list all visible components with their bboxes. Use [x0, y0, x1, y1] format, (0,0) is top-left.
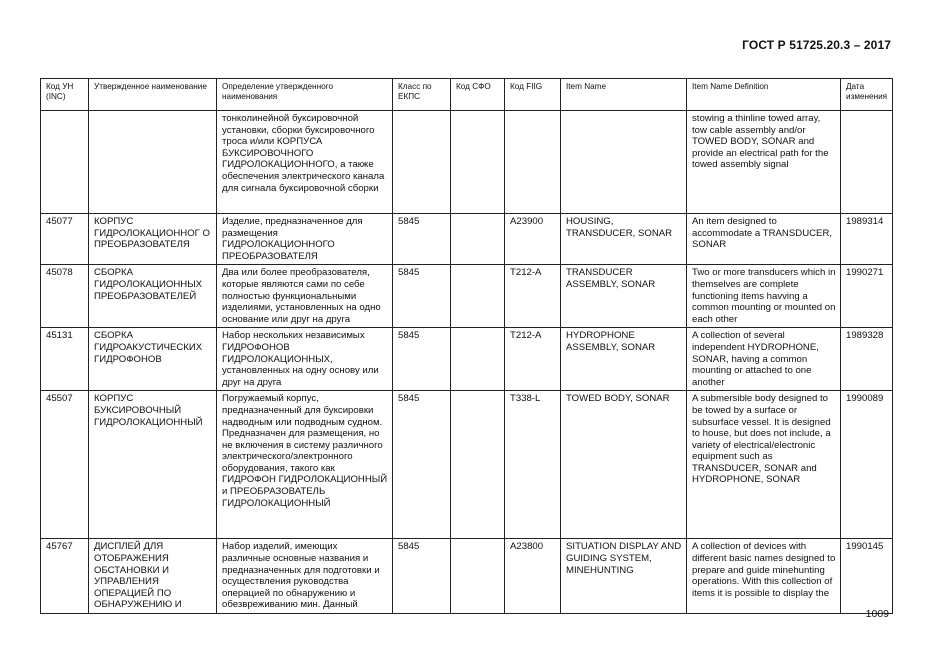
- col-header-item-def: Item Name Definition: [687, 79, 841, 111]
- cell-inc: 45078: [41, 265, 89, 328]
- table-row: [41, 539, 893, 614]
- cell-sfo: [451, 214, 505, 265]
- table-row: [41, 111, 893, 214]
- cell-item-def: A collection of devices with different basic names designed to prepare and guide minehunting operations. With this collection of items it is possible to display the: [687, 539, 841, 614]
- cell-inc: 45131: [41, 328, 89, 391]
- cell-sfo: [451, 111, 505, 214]
- cell-sfo: [451, 391, 505, 539]
- document-standard-title: ГОСТ Р 51725.20.3 – 2017: [742, 38, 891, 52]
- cell-definition: Изделие, предназначенное для размещения ГИДРОЛОКАЦИОННОГО ПРЕОБРАЗОВАТЕЛЯ: [217, 214, 393, 265]
- cell-fiig: T212-A: [505, 328, 561, 391]
- cell-date: [841, 111, 893, 214]
- cell-fiig: T338-L: [505, 391, 561, 539]
- cell-item-def: An item designed to accommodate a TRANSDUCER, SONAR: [687, 214, 841, 265]
- cell-definition: Набор нескольких независимых ГИДРОФОНОВ ГИДРОЛОКАЦИОННЫХ, установленных на одну основу или друг на друга: [217, 328, 393, 391]
- cell-fiig: A23800: [505, 539, 561, 614]
- col-header-item-name: Item Name: [561, 79, 687, 111]
- table-header-row: [41, 79, 893, 111]
- cell-definition: Погружаемый корпус, предназначенный для буксировки надводным или подводным судном. Предназначен для размещения, но не включения в систему различного электрического/электронного оборудования, такого как ГИДРОФОН ГИДРОЛОКАЦИОННЫЙ и ПРЕОБРАЗОВАТЕЛЬ ГИДРОЛОКАЦИОННЫЙ: [217, 391, 393, 539]
- table-row: [41, 328, 893, 391]
- cell-ekps: 5845: [393, 391, 451, 539]
- cell-inc: 45507: [41, 391, 89, 539]
- cell-item-def: stowing a thinline towed array, tow cable assembly and/or TOWED BODY, SONAR and provide an electrical path for the towed assembly signal: [687, 111, 841, 214]
- cell-sfo: [451, 539, 505, 614]
- cell-inc: [41, 111, 89, 214]
- cell-item-name: TOWED BODY, SONAR: [561, 391, 687, 539]
- page-number: 1009: [865, 608, 889, 620]
- col-header-fiig: Код FIIG: [505, 79, 561, 111]
- cell-ekps: [393, 111, 451, 214]
- cell-name: КОРПУС БУКСИРОВОЧНЫЙ ГИДРОЛОКАЦИОННЫЙ: [89, 391, 217, 539]
- col-header-ekps: Класс по ЕКПС: [393, 79, 451, 111]
- cell-name: СБОРКА ГИДРОАКУСТИЧЕСКИХ ГИДРОФОНОВ: [89, 328, 217, 391]
- cell-sfo: [451, 328, 505, 391]
- cell-item-name: TRANSDUCER ASSEMBLY, SONAR: [561, 265, 687, 328]
- cell-item-def: Two or more transducers which in themselves are complete functioning items havving a common mounting or mounted on each other: [687, 265, 841, 328]
- cell-item-name: [561, 111, 687, 214]
- cell-ekps: 5845: [393, 539, 451, 614]
- cell-ekps: 5845: [393, 214, 451, 265]
- cell-fiig: T212-A: [505, 265, 561, 328]
- cell-name: ДИСПЛЕЙ ДЛЯ ОТОБРАЖЕНИЯ ОБСТАНОВКИ И УПРАВЛЕНИЯ ОПЕРАЦИЕЙ ПО ОБНАРУЖЕНИЮ И: [89, 539, 217, 614]
- gost-table: [40, 78, 893, 614]
- cell-definition: Набор изделий, имеющих различные основные названия и предназначенных для подготовки и осуществления руководства операцией по обнаружению и обезвреживанию мин. Данный: [217, 539, 393, 614]
- cell-ekps: 5845: [393, 328, 451, 391]
- cell-item-name: SITUATION DISPLAY AND GUIDING SYSTEM, MINEHUNTING: [561, 539, 687, 614]
- cell-date: 1990089: [841, 391, 893, 539]
- col-header-sfo: Код СФО: [451, 79, 505, 111]
- cell-item-def: A collection of several independent HYDROPHONE, SONAR, having a common mounting or attached to one another: [687, 328, 841, 391]
- cell-fiig: A23900: [505, 214, 561, 265]
- cell-date: 1990145: [841, 539, 893, 614]
- col-header-date: Дата изменения: [841, 79, 893, 111]
- cell-name: СБОРКА ГИДРОЛОКАЦИОННЫХ ПРЕОБРАЗОВАТЕЛЕЙ: [89, 265, 217, 328]
- cell-date: 1990271: [841, 265, 893, 328]
- cell-name: КОРПУС ГИДРОЛОКАЦИОННОГ О ПРЕОБРАЗОВАТЕЛЯ: [89, 214, 217, 265]
- cell-item-name: HOUSING, TRANSDUCER, SONAR: [561, 214, 687, 265]
- col-header-definition: Определение утвержденного наименования: [217, 79, 393, 111]
- cell-name: [89, 111, 217, 214]
- table-row: [41, 214, 893, 265]
- cell-definition: тонколинейной буксировочной установки, сборки буксировочного троса и/или КОРПУСА БУКСИРОВОЧНОГО ГИДРОЛОКАЦИОННОГО, а также обеспечения электрического канала для сигнала буксировочной сборки: [217, 111, 393, 214]
- cell-definition: Два или более преобразователя, которые являются сами по себе полностью функциональными изделиями, установленных на одно основание или друг на друга: [217, 265, 393, 328]
- cell-date: 1989314: [841, 214, 893, 265]
- cell-fiig: [505, 111, 561, 214]
- cell-sfo: [451, 265, 505, 328]
- cell-item-def: A submersible body designed to be towed by a surface or subsurface vessel. It is designed to house, but does not include, a variety of electrical/electronic equipment such as TRANSDUCER, SONAR and HYDROPHONE, SONAR: [687, 391, 841, 539]
- table-row: [41, 391, 893, 539]
- cell-date: 1989328: [841, 328, 893, 391]
- col-header-inc: Код УН (INC): [41, 79, 89, 111]
- table-row: [41, 265, 893, 328]
- cell-inc: 45077: [41, 214, 89, 265]
- cell-item-name: HYDROPHONE ASSEMBLY, SONAR: [561, 328, 687, 391]
- cell-inc: 45767: [41, 539, 89, 614]
- col-header-name: Утвержденное наименование: [89, 79, 217, 111]
- cell-ekps: 5845: [393, 265, 451, 328]
